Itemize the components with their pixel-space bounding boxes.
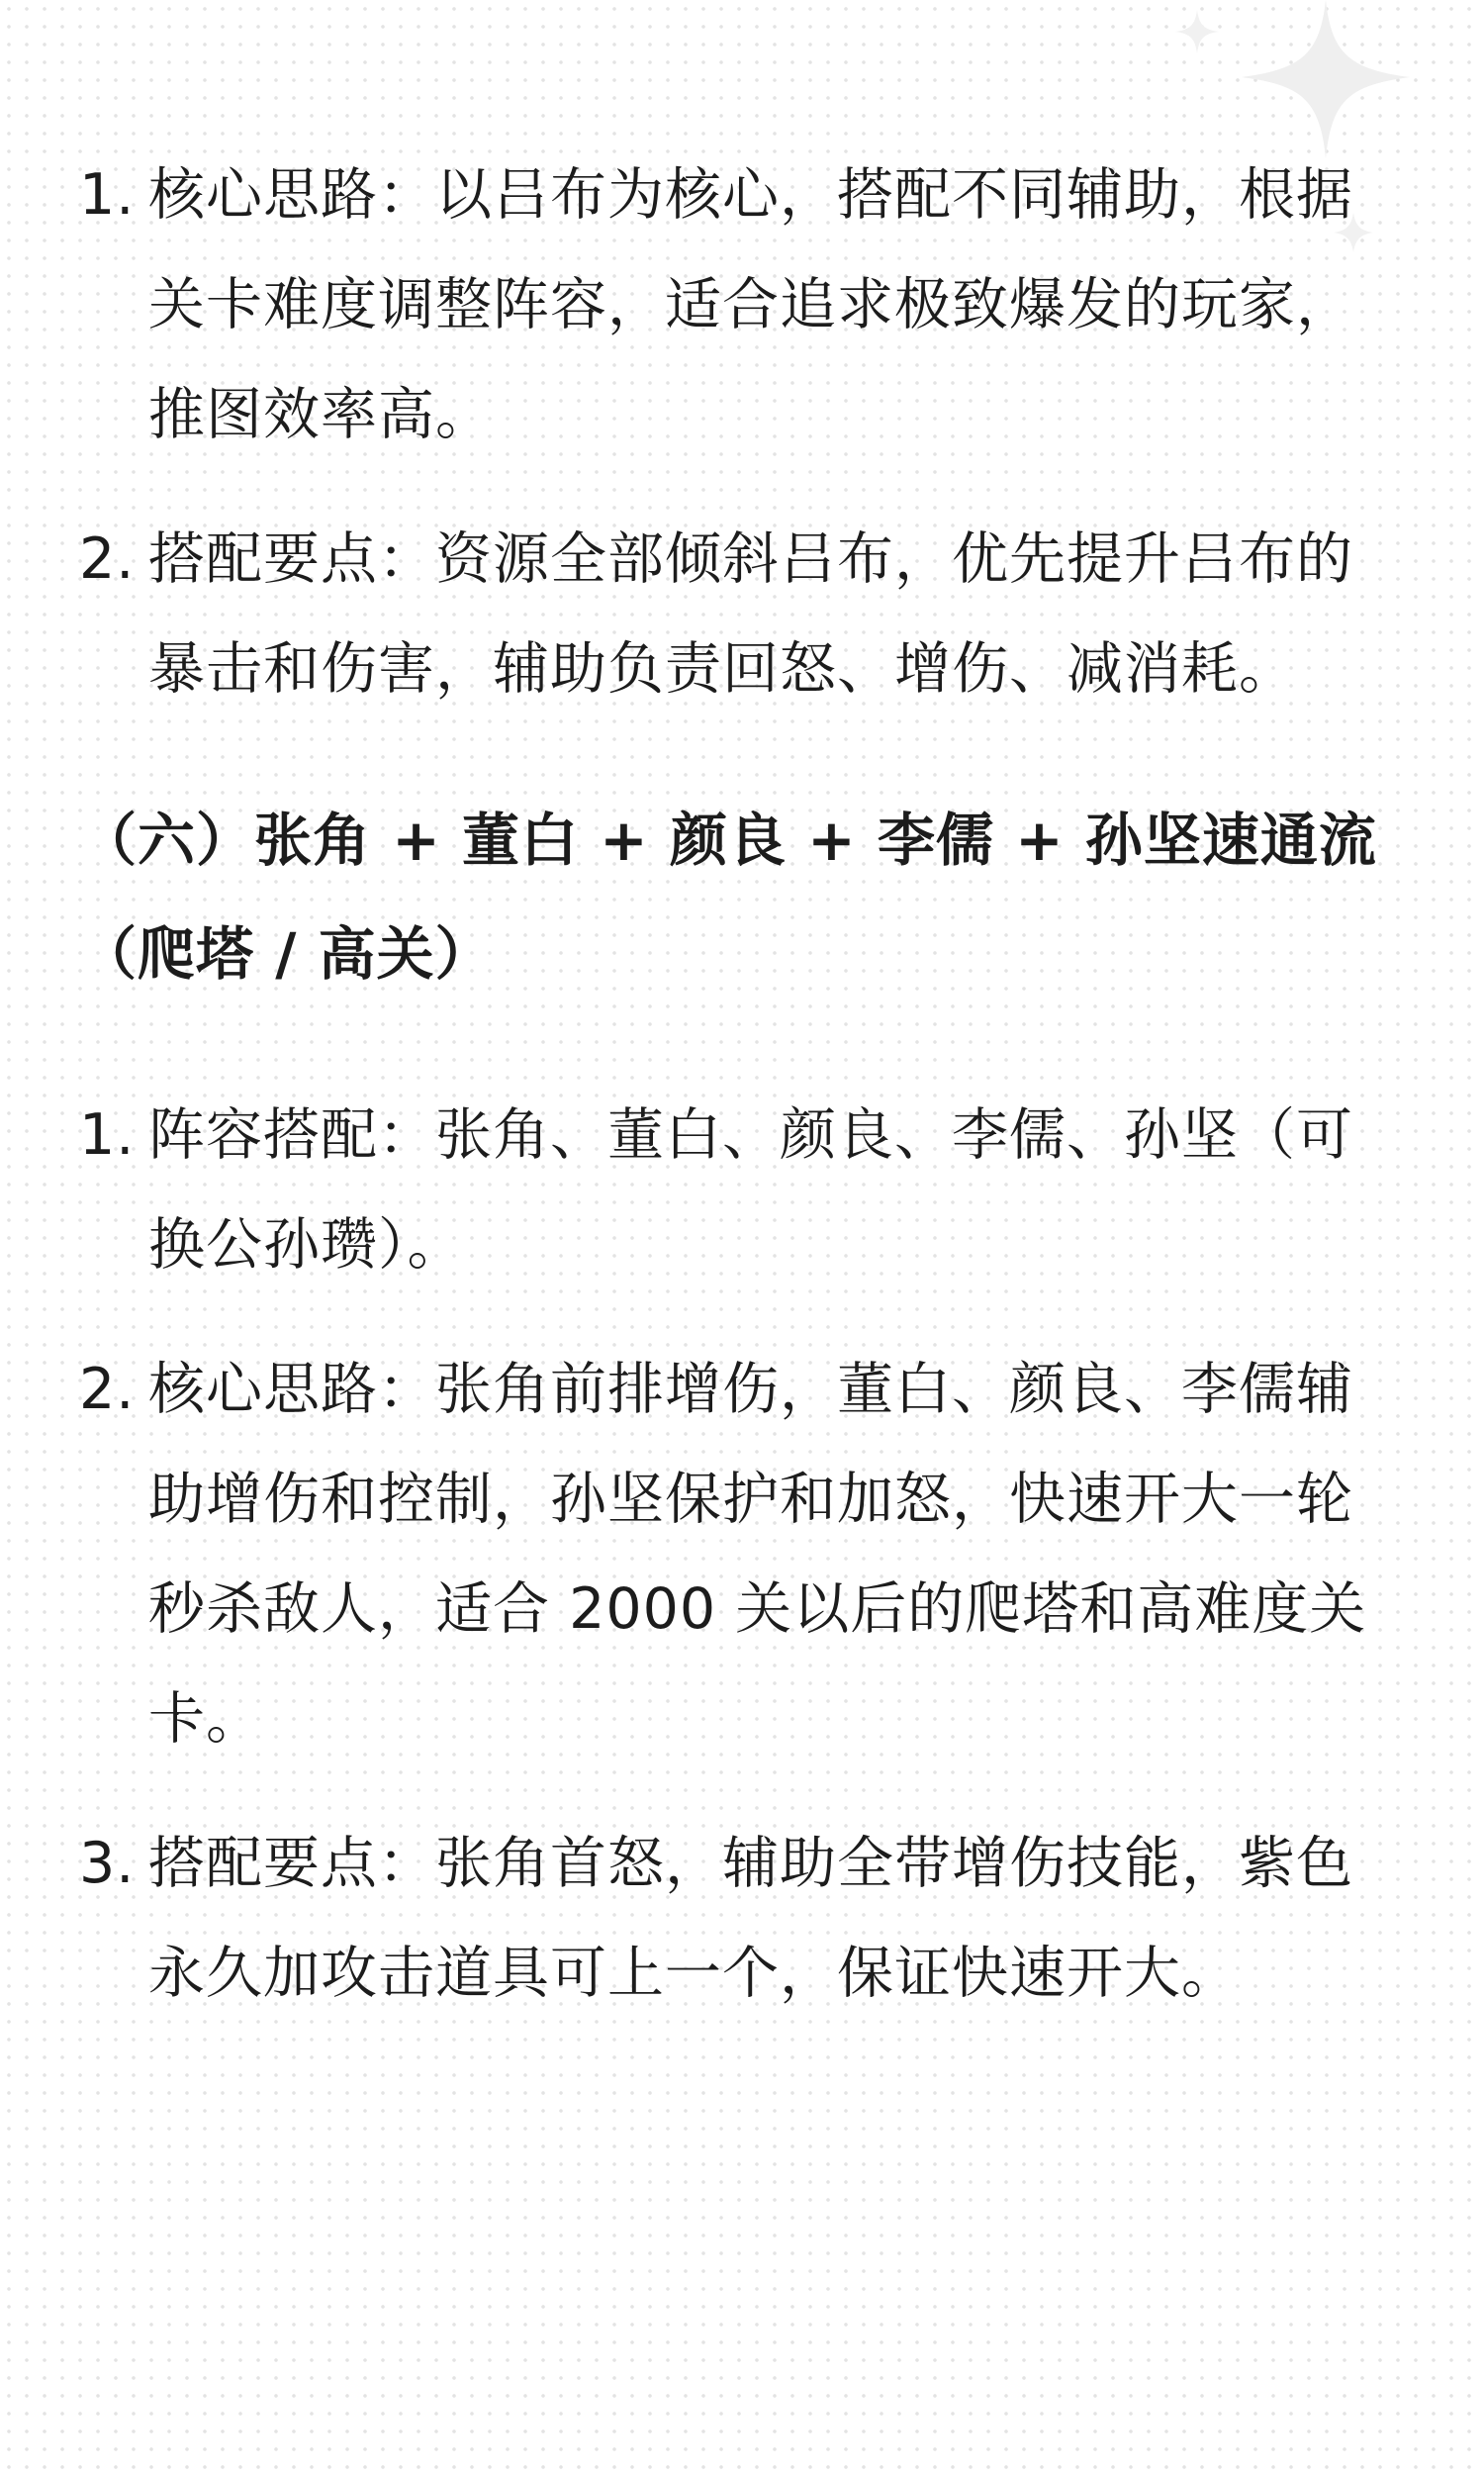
list-section-six [79,1081,1405,2029]
list-number: 1. [79,1102,136,1168]
list-item [79,505,1405,724]
sparkle-icon [1175,10,1219,53]
list-text: 阵容搭配：张角、董白、颜良、李儒、孙坚（可换公孙瓒）。 [148,1102,1353,1278]
list-text: 核心思路：以吕布为核心，搭配不同辅助，根据关卡难度调整阵容，适合追求极致爆发的玩家，推图效率高。 [148,162,1353,447]
list-text: 核心思路：张角前排增伤，董白、颜良、李儒辅助增伤和控制，孙坚保护和加怒，快速开大一轮秒杀敌人，适合 2000 关以后的爬塔和高难度关卡。 [148,1357,1367,1752]
list-top [79,141,1405,724]
list-number: 2. [79,1357,136,1422]
list-number: 3. [79,1831,136,1896]
list-text: 搭配要点：资源全部倾斜吕布，优先提升吕布的暴击和伤害，辅助负责回怒、增伤、减消耗。 [148,526,1353,702]
list-item [79,1081,1405,1300]
article-content [79,141,1405,2063]
list-number: 2. [79,526,136,592]
list-item [79,141,1405,470]
list-text: 搭配要点：张角首怒，辅助全带增伤技能，紫色永久加攻击道具可上一个，保证快速开大。 [148,1831,1353,2006]
list-item [79,1809,1405,2029]
section-heading: （六）张角 + 董白 + 颜良 + 李儒 + 孙坚速通流（爬塔 / 高关） [79,807,1377,988]
list-item [79,1335,1405,1774]
list-number: 1. [79,162,136,228]
